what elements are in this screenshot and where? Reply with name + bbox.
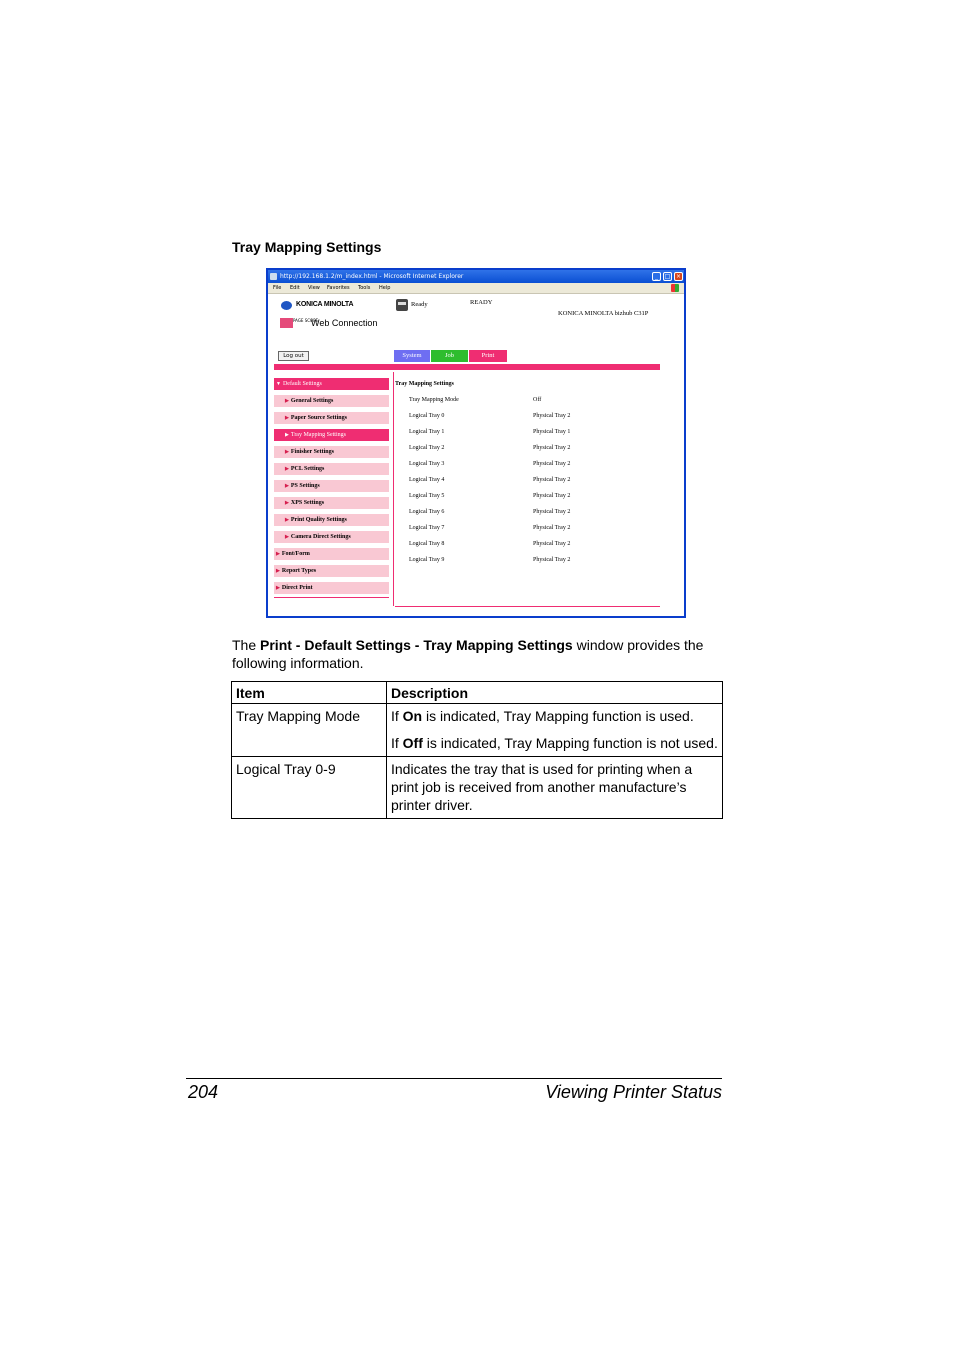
section-heading: Tray Mapping Settings — [232, 239, 382, 255]
cell-description: If On is indicated, Tray Mapping function is used. If Off is indicated, Tray Mapping function is not used. — [387, 704, 723, 757]
triangle-right-icon: ▶ — [276, 586, 280, 591]
setting-row: Tray Mapping Mode Off — [409, 397, 542, 403]
table-row — [232, 704, 723, 757]
pagescope-label: PAGE SCOPE — [293, 318, 319, 323]
menu-tools[interactable]: Tools — [358, 285, 371, 291]
triangle-right-icon: ▶ — [285, 467, 289, 472]
header-description: Description — [387, 682, 723, 704]
windows-logo-icon — [671, 284, 679, 292]
ie-icon — [270, 273, 277, 280]
close-icon[interactable]: × — [675, 273, 682, 280]
sidebar-divider — [393, 372, 394, 606]
table-header-row — [232, 682, 723, 704]
brand-name: KONICA MINOLTA — [296, 301, 354, 308]
triangle-right-icon: ▶ — [285, 416, 289, 421]
setting-row: Logical Tray 8 Physical Tray 2 — [409, 541, 571, 547]
minimize-icon[interactable]: _ — [652, 272, 661, 281]
sidebar-item-report-types[interactable]: ▶ Report Types — [274, 565, 389, 577]
konica-minolta-logo-icon — [281, 301, 292, 310]
footer-rule — [186, 1078, 722, 1079]
sidebar-item-print-quality-settings[interactable]: ▶ Print Quality Settings — [274, 514, 389, 526]
browser-screenshot — [266, 268, 686, 618]
triangle-right-icon: ▶ — [276, 552, 280, 557]
setting-row: Logical Tray 4 Physical Tray 2 — [409, 477, 571, 483]
menu-help[interactable]: Help — [379, 285, 391, 291]
triangle-right-icon: ▶ — [276, 569, 280, 574]
sidebar-bottom-rule — [274, 597, 389, 598]
window-titlebar — [268, 270, 684, 283]
chapter-title: Viewing Printer Status — [545, 1082, 722, 1102]
intro-bold-path: Print - Default Settings - Tray Mapping Settings — [260, 637, 573, 653]
setting-row: Logical Tray 5 Physical Tray 2 — [409, 493, 571, 499]
sidebar-item-default-settings[interactable]: ▼ Default Settings — [274, 378, 389, 390]
sidebar-item-ps-settings[interactable]: ▶ PS Settings — [274, 480, 389, 492]
content-title: Tray Mapping Settings — [395, 381, 454, 387]
setting-row: Logical Tray 3 Physical Tray 2 — [409, 461, 571, 467]
menu-edit[interactable]: Edit — [290, 285, 300, 291]
triangle-right-icon: ▶ — [285, 484, 289, 489]
menu-favorites[interactable]: Favorites — [327, 285, 350, 291]
triangle-right-icon: ▶ — [285, 399, 289, 404]
triangle-right-icon: ▶ — [285, 433, 289, 438]
content-bottom-rule — [395, 606, 660, 607]
printer-icon — [396, 299, 408, 311]
triangle-right-icon: ▶ — [285, 450, 289, 455]
sidebar-item-paper-source-settings[interactable]: ▶ Paper Source Settings — [274, 412, 389, 424]
logout-button[interactable]: Log out — [278, 351, 309, 361]
page-number: 204 — [188, 1082, 219, 1102]
menu-file[interactable]: File — [273, 285, 282, 291]
tab-job[interactable]: Job — [431, 350, 468, 362]
triangle-right-icon: ▶ — [285, 501, 289, 506]
pagescope-icon — [280, 318, 293, 328]
description-table — [231, 681, 723, 819]
sidebar-item-font-form[interactable]: ▶ Font/Form — [274, 548, 389, 560]
setting-row: Logical Tray 6 Physical Tray 2 — [409, 509, 571, 515]
sidebar-item-pcl-settings[interactable]: ▶ PCL Settings — [274, 463, 389, 475]
cell-item: Tray Mapping Mode — [232, 704, 387, 757]
cell-description: Indicates the tray that is used for printing when a print job is received from another manufacture’s printer driver. — [387, 757, 723, 819]
header-item: Item — [232, 682, 387, 704]
menu-view[interactable]: View — [308, 285, 320, 291]
triangle-down-icon: ▼ — [276, 382, 281, 387]
intro-paragraph: The Print - Default Settings - Tray Mapping Settings window provides the following information. — [232, 637, 704, 671]
sidebar-item-finisher-settings[interactable]: ▶ Finisher Settings — [274, 446, 389, 458]
menu-bar — [268, 283, 684, 294]
web-connection-title: Web Connection — [311, 318, 378, 328]
tab-bar-divider — [274, 364, 660, 370]
window-title: http://192.168.1.2/m_index.html - Microsoft Internet Explorer — [280, 273, 464, 280]
status-value: READY — [470, 299, 493, 306]
sidebar-item-direct-print[interactable]: ▶ Direct Print — [274, 582, 389, 594]
model-name: KONICA MINOLTA bizhub C31P — [558, 310, 649, 317]
setting-row: Logical Tray 1 Physical Tray 1 — [409, 429, 571, 435]
sidebar-item-general-settings[interactable]: ▶ General Settings — [274, 395, 389, 407]
triangle-right-icon: ▶ — [285, 535, 289, 540]
maximize-icon[interactable]: □ — [664, 273, 671, 280]
tab-print[interactable]: Print — [469, 350, 507, 362]
setting-row: Logical Tray 0 Physical Tray 2 — [409, 413, 571, 419]
tab-system[interactable]: System — [394, 350, 430, 362]
table-row — [232, 757, 723, 819]
status-label: Ready — [411, 301, 428, 308]
setting-row: Logical Tray 9 Physical Tray 2 — [409, 557, 571, 563]
cell-item: Logical Tray 0-9 — [232, 757, 387, 819]
sidebar-item-camera-direct-settings[interactable]: ▶ Camera Direct Settings — [274, 531, 389, 543]
sidebar-item-xps-settings[interactable]: ▶ XPS Settings — [274, 497, 389, 509]
setting-row: Logical Tray 2 Physical Tray 2 — [409, 445, 571, 451]
setting-row: Logical Tray 7 Physical Tray 2 — [409, 525, 571, 531]
triangle-right-icon: ▶ — [285, 518, 289, 523]
sidebar-item-tray-mapping-settings[interactable]: ▶ Tray Mapping Settings — [274, 429, 389, 441]
